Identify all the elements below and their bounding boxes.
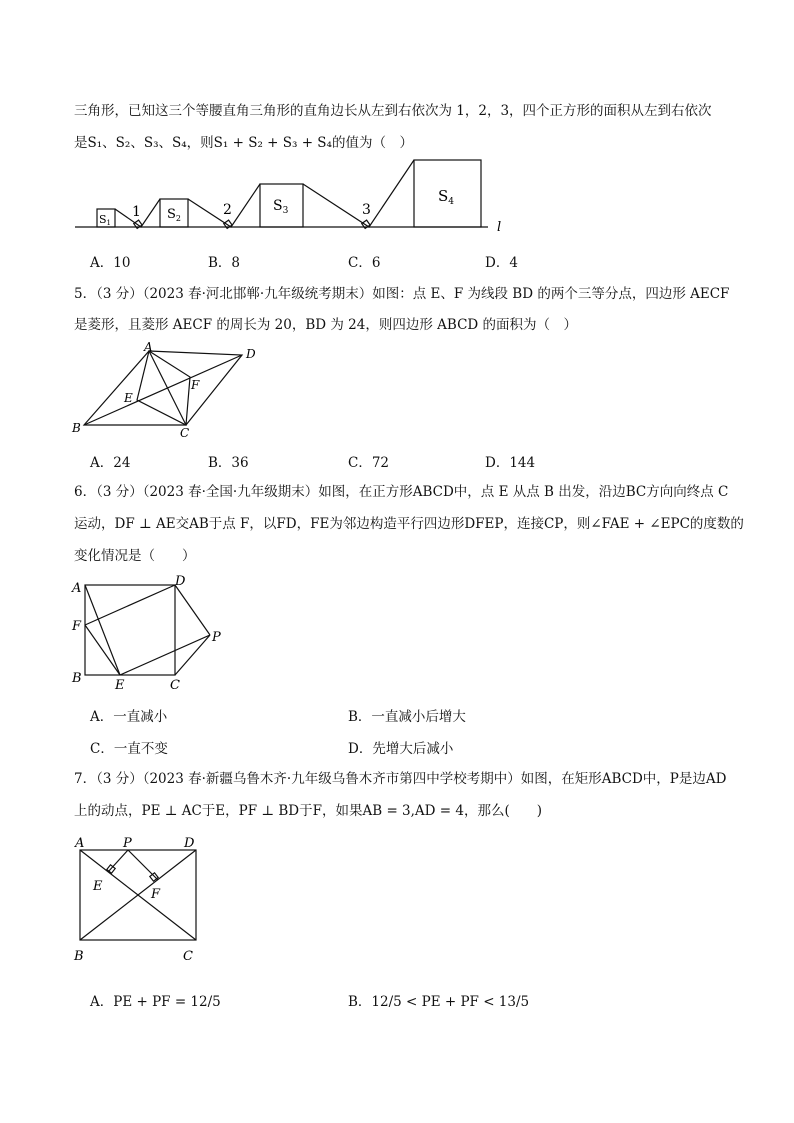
q7-label-e: E — [93, 879, 103, 894]
q6-text-line3: 变化情况是（ ） — [74, 548, 196, 564]
q7-label-b: B — [74, 949, 84, 964]
q6-figure — [66, 570, 236, 695]
q6-option-a[interactable]: A．一直减小 — [90, 709, 168, 725]
q5-label-b: B — [72, 421, 81, 435]
q4-label-s3: $S_3$ — [273, 198, 289, 216]
q4-text-line1: 三角形，已知这三个等腰直角三角形的直角边长从左到右依次为 1，2，3，四个正方形的面积从左到右依次 — [74, 103, 712, 119]
q6-label-c: C — [170, 678, 180, 693]
q4-label-leg-2: 2 — [223, 202, 232, 218]
q4-label-s2: $S_2$ — [167, 207, 181, 223]
q5-option-c[interactable]: C．72 — [348, 455, 390, 471]
q6-segment-dp — [175, 585, 210, 635]
q6-options-row2 — [90, 737, 730, 757]
q5-label-e: E — [124, 391, 133, 405]
q4-triangle-3 — [303, 160, 414, 227]
q6-label-e: E — [115, 678, 125, 693]
q5-rhombus-aecf — [137, 351, 190, 425]
q4-label-l: l — [497, 220, 502, 235]
q4-figure — [70, 150, 510, 235]
q6-option-d[interactable]: D．先增大后减小 — [348, 741, 454, 757]
q5-text-line2: 是菱形，且菱形 AECF 的周长为 20，BD 为 24，则四边形 ABCD 的面积为（ ） — [74, 317, 578, 333]
q5-label-c: C — [180, 426, 190, 440]
q7-label-f: F — [151, 887, 161, 902]
q7-segment-pf — [128, 850, 158, 880]
q6-segment-fd — [85, 585, 175, 625]
q7-text-line1: 7．（3 分）（2023 春·新疆乌鲁木齐·九年级乌鲁木齐市第四中学校考期中）如图，在矩形ABCD中，P是边AD — [74, 771, 727, 787]
q6-segment-fe — [85, 625, 120, 675]
q5-option-b[interactable]: B．36 — [208, 455, 249, 471]
q4-label-s1: S1 — [99, 213, 112, 227]
q4-options — [90, 251, 730, 271]
q6-square-abcd — [85, 585, 175, 675]
q7-option-b[interactable]: B．12/5 < PE + PF < 13/5 — [348, 994, 530, 1010]
q7-label-a: A — [75, 836, 85, 851]
q4-option-d[interactable]: D．4 — [485, 255, 518, 271]
q7-label-p: P — [123, 836, 132, 851]
q6-segment-ep — [120, 635, 210, 675]
q5-label-f: F — [191, 378, 200, 392]
q5-diagonal-bd — [84, 355, 242, 425]
q6-label-f: F — [72, 619, 82, 634]
q4-label-leg-1: 1 — [132, 204, 141, 220]
q5-option-a[interactable]: A．24 — [90, 455, 131, 471]
q5-figure — [70, 340, 270, 440]
q7-label-d: D — [184, 836, 195, 851]
q7-label-c: C — [183, 949, 193, 964]
q4-option-a[interactable]: A．10 — [90, 255, 131, 271]
q6-text-line1: 6．（3 分）（2023 春·全国·九年级期末）如图，在正方形ABCD中，点 E 从点 B 出发，沿边BC方向向终点 C — [74, 484, 729, 500]
q6-label-p: P — [212, 630, 221, 645]
q7-figure — [66, 828, 216, 968]
q4-option-c[interactable]: C．6 — [348, 255, 381, 271]
q4-text-line2: 是S₁、S₂、S₃、S₄，则S₁ + S₂ + S₃ + S₄的值为（ ） — [74, 135, 413, 151]
q7-segment-pe — [108, 850, 128, 872]
q5-text-line1: 5．（3 分）（2023 春·河北邯郸·九年级统考期末）如图：点 E、F 为线段 BD 的两个三等分点，四边形 AECF — [74, 286, 730, 302]
q7-text-line2: 上的动点，PE ⊥ AC于E，PF ⊥ BD于F，如果AB = 3,AD = 4，那么( ) — [74, 803, 543, 819]
q7-options — [90, 990, 730, 1010]
q5-label-d: D — [246, 347, 256, 361]
q5-label-a: A — [144, 340, 153, 354]
q4-label-leg-3: 3 — [362, 202, 371, 218]
q4-label-s4: $S_4$ — [438, 187, 455, 207]
q5-option-d[interactable]: D．144 — [485, 455, 536, 471]
q6-option-c[interactable]: C．一直不变 — [90, 741, 168, 757]
q4-option-b[interactable]: B．8 — [208, 255, 241, 271]
q6-options-row1 — [90, 705, 730, 725]
q6-label-b: B — [72, 671, 82, 686]
q6-text-line2: 运动，DF ⊥ AE交AB于点 F，以FD，FE为邻边构造平行四边形DFEP，连接CP，则∠FAE + ∠EPC的度数的 — [74, 516, 744, 532]
q6-label-d: D — [175, 574, 186, 589]
q6-segment-cp — [175, 635, 210, 675]
q6-segment-ae — [85, 585, 120, 675]
q7-option-a[interactable]: A．PE + PF = 12/5 — [90, 994, 221, 1010]
q5-options — [90, 451, 730, 471]
q6-option-b[interactable]: B．一直减小后增大 — [348, 709, 466, 725]
q6-label-a: A — [72, 581, 82, 596]
